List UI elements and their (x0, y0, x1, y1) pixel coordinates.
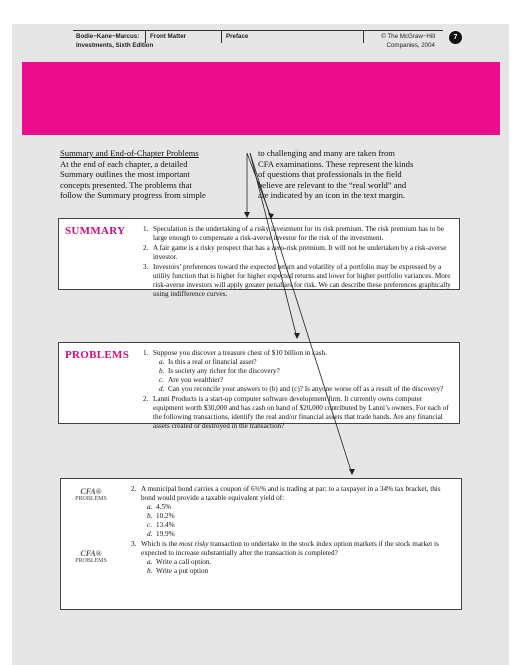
problem-subitems: a. Is this a real or financial asset? b. Is society any richer for the discovery? c. Are you wealthier? d. Can you reconcile your answers to (b) and (c)? Is anyone worse off as a result of the discovery? (159, 358, 444, 393)
header-book: Bodie−Kane−Marcus: Investments, Sixth Edition (76, 33, 154, 49)
intro-heading: Summary and End-of-Chapter Problems (60, 148, 199, 158)
problem-item: 1. Suppose you discover a treasure chest of $10 billion in cash. a. Is this a real or financial asset? b. Is society any richer for the discovery? c. Are you wealthier? d. Can you reconcile your answers to (b) and (c)? Is anyone worse off as a result of the discovery? (143, 349, 453, 394)
page-number-badge: 7 (449, 31, 462, 44)
problem-item: 2. Lanni Products is a start-up computer software development firm. It currently owns computer equipment worth $30,000 and has cash on hand of $20,000 contributed by Lanni’s owners. For each of the following transactions, identify the real and/or financial assets that trade hands. Are any financial assets created or destroyed in the transaction? (143, 395, 449, 430)
header-copyright: © The McGraw−Hill Companies, 2004 (381, 33, 435, 49)
problems-title: PROBLEMS (65, 349, 130, 361)
intro-right-column: to challenging and many are taken from CFA examinations. These represent the kinds of questions that professionals in the field believe are relevant to the “real world” and are indicated by an icon in the text margin. (258, 148, 414, 200)
problem-item: 2. A municipal bond carries a coupon of 6¾% and is trading at par; to a taxpayer in a 34% tax bracket, this bond would provide a taxable equivalent yield of: a. 4.5% b. 10.2% c. 13.4% d. 19.9% (131, 485, 441, 538)
intro-left-column: Summary and End-of-Chapter Problems At the end of each chapter, a detailed Summary outlines the most important concepts presented. The problems that follow the Summary progress from simple (60, 148, 250, 201)
summary-item: 3. Investors’ preferences toward the expected return and volatility of a portfolio may be expressed by a utility function that is higher for higher expected returns and lower for higher portfolio variances. More risk-averse investors will apply greater penalties for risk. We can describe these preferences graphically using indifference curves. (143, 263, 451, 298)
problem-item: 3. Which is the most risky transaction to undertake in the stock index option markets if the stock market is expected to increase substantially after the transaction is completed? a. Write a call option. b. Write a put option (131, 540, 439, 575)
summary-title: SUMMARY (65, 225, 126, 237)
header-chapter: Preface (226, 33, 249, 40)
cfa-problems-icon: CFA® PROBLEMS (75, 549, 107, 564)
summary-item: 1. Speculation is the undertaking of a risky investment for its risk premium. The risk premium has to be large enough to compensate a risk-averse investor for the risk of the investment. (143, 225, 444, 242)
summary-item: 2. A fair game is a risky prospect that has a zero-risk premium. It will not be undertaken by a risk-averse investor. (143, 244, 447, 261)
cfa-problems-icon: CFA® PROBLEMS (75, 487, 107, 502)
header-section: Front Matter (150, 33, 187, 40)
